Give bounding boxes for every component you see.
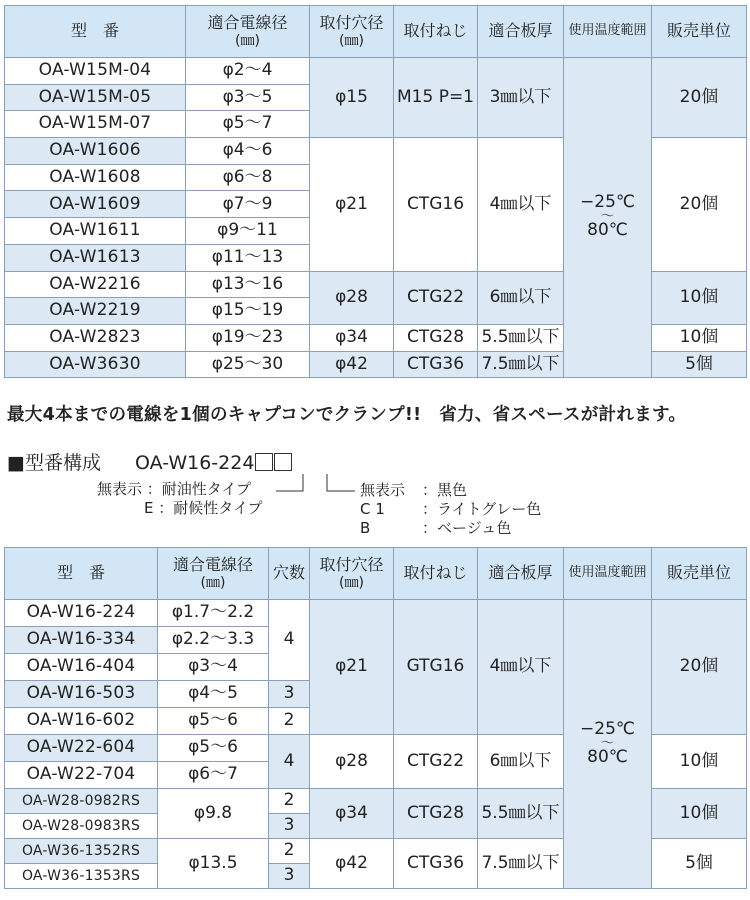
header-temperature-range: 使用温度範囲 [564,548,652,600]
header-plate-thickness: 適合板厚 [478,548,564,600]
plate-thickness: 4㎜以下 [478,138,564,271]
plate-thickness: 7.5㎜以下 [478,839,564,889]
header-wire-diameter [158,548,269,600]
wire-diameter: φ11～13 [186,244,310,271]
header-model: 型 番 [5,548,158,600]
plate-thickness: 4㎜以下 [478,600,564,735]
sales-unit: 20個 [652,600,747,735]
header-hole-label: 取付穴径 [319,555,384,575]
hole-diameter: φ15 [310,58,394,138]
header-wire-unit: (㎜) [200,574,226,591]
table-header-row [5,548,747,600]
wire-diameter: φ19～23 [186,324,310,351]
mounting-screw: CTG28 [394,789,478,839]
model-code: OA-W15M-05 [5,84,186,111]
model-code: OA-W2823 [5,324,186,351]
sales-unit: 20個 [652,58,747,138]
header-temperature-range: 使用温度範囲 [564,6,652,58]
model-code: OA-W16-224 [5,600,158,627]
spec-table-1 [4,5,747,378]
plate-thickness: 6㎜以下 [478,735,564,789]
placeholder-box [255,453,273,471]
mounting-screw: CTG22 [394,735,478,789]
sales-unit: 10個 [652,324,747,351]
wire-diameter: φ7～9 [186,191,310,218]
model-code: OA-W22-704 [5,762,158,789]
header-hole-label: 取付穴径 [319,13,384,33]
mounting-screw: CTG36 [394,839,478,889]
header-hole-diameter [310,6,394,58]
mounting-screw: CTG28 [394,324,478,351]
wire-diameter: φ5～6 [158,735,269,762]
model-code: OA-W16-334 [5,627,158,654]
header-wire-unit: (㎜) [235,32,260,49]
legend-code: 無表示 [360,481,406,499]
temp-wave: ～ [600,735,614,751]
model-composition [7,448,292,475]
temp-low: −25℃ [580,718,635,739]
legend-item [360,500,541,519]
hole-diameter: φ28 [310,271,394,324]
plate-thickness: 5.5㎜以下 [478,324,564,351]
model-code: OA-W1608 [5,164,186,191]
hole-diameter: φ21 [310,138,394,271]
model-code: OA-W1606 [5,138,186,165]
temperature-range [564,58,652,378]
hole-count: 3 [269,681,310,708]
hole-diameter: φ34 [310,789,394,839]
header-hole-unit: (㎜) [339,32,364,49]
type-legend [97,480,263,518]
header-wire-label: 適合電線径 [172,555,253,575]
hole-count: 4 [269,735,310,789]
header-wire-diameter [186,6,310,58]
hole-count: 2 [269,708,310,735]
mounting-screw: CTG36 [394,351,478,378]
model-code: OA-W16-503 [5,681,158,708]
model-code: OA-W16-602 [5,708,158,735]
legend-code: B [360,519,371,537]
header-wire-label: 適合電線径 [207,13,288,33]
wire-diameter: φ2～4 [186,58,310,85]
wire-diameter: φ15～19 [186,298,310,325]
model-code: OA-W36-1352RS [5,839,158,864]
plate-thickness: 3㎜以下 [478,58,564,138]
header-screw: 取付ねじ [394,548,478,600]
header-plate-thickness: 適合板厚 [478,6,564,58]
header-hole-unit: (㎜) [339,574,364,591]
wire-diameter: φ4～5 [158,681,269,708]
legend-item [360,481,541,500]
temperature-range-text [580,718,635,767]
hole-diameter: φ21 [310,600,394,735]
legend-item: 無表示 ：耐油性タイプ [97,480,252,498]
model-code: OA-W28-0983RS [5,814,158,839]
wire-diameter: φ6～7 [158,762,269,789]
placeholder-box [274,453,292,471]
temp-low: −25℃ [580,192,635,213]
temperature-range [564,600,652,889]
hole-diameter: φ42 [310,839,394,889]
wire-diameter: φ3～5 [186,84,310,111]
sales-unit: 10個 [652,789,747,839]
hole-count: 3 [269,864,310,889]
plate-thickness: 7.5㎜以下 [478,351,564,378]
sales-unit: 10個 [652,271,747,324]
hole-diameter: φ34 [310,324,394,351]
legend-desc: ：ベージュ色 [422,519,512,537]
plate-thickness: 5.5㎜以下 [478,789,564,839]
hole-diameter: φ42 [310,351,394,378]
wire-diameter: φ13.5 [158,839,269,889]
model-code: OA-W15M-04 [5,58,186,85]
wire-diameter: φ25～30 [186,351,310,378]
wire-diameter: φ4～6 [186,138,310,165]
wire-diameter: φ5～6 [158,708,269,735]
model-code: OA-W16-404 [5,654,158,681]
header-sales-unit: 販売単位 [652,548,747,600]
composition-code: OA-W16-224 [135,452,255,474]
model-code: OA-W22-604 [5,735,158,762]
wire-diameter: φ9～11 [186,218,310,245]
sales-unit: 5個 [652,839,747,889]
hole-count: 2 [269,839,310,864]
wire-diameter: φ2.2～3.3 [158,627,269,654]
legend-item: E ：耐候性タイプ [144,499,263,517]
model-code: OA-W15M-07 [5,111,186,138]
wire-diameter: φ9.8 [158,789,269,839]
tagline: 最大4本までの電線を1個のキャプコンでクランプ!! 省力、省スペースが計れます。 [7,405,687,425]
sales-unit: 10個 [652,735,747,789]
hole-count: 3 [269,814,310,839]
wire-diameter: φ5～7 [186,111,310,138]
model-code: OA-W1611 [5,218,186,245]
header-hole-diameter [310,548,394,600]
temperature-range-text [580,194,635,240]
model-code: OA-W36-1353RS [5,864,158,889]
temp-high: 80℃ [587,220,628,241]
header-sales-unit: 販売単位 [652,6,747,58]
color-legend [360,481,541,538]
table-row [5,58,747,85]
model-code: OA-W1609 [5,191,186,218]
header-screw: 取付ねじ [394,6,478,58]
model-code: OA-W1613 [5,244,186,271]
wire-diameter: φ6～8 [186,164,310,191]
table-row [5,600,747,627]
hole-diameter: φ28 [310,735,394,789]
spec-table-2 [4,547,747,889]
composition-title: ■型番構成 [7,452,101,474]
temp-high: 80℃ [587,746,628,767]
sales-unit: 20個 [652,138,747,271]
legend-code: C 1 [360,500,385,518]
legend-desc: ：ライトグレー色 [422,500,542,518]
wire-diameter: φ13～16 [186,271,310,298]
model-code: OA-W2219 [5,298,186,325]
header-model: 型 番 [5,6,186,58]
model-code: OA-W2216 [5,271,186,298]
wire-diameter: φ3～4 [158,654,269,681]
hole-count: 2 [269,789,310,814]
model-code: OA-W3630 [5,351,186,378]
mounting-screw: GTG16 [394,600,478,735]
table-header-row [5,6,747,58]
mounting-screw: CTG22 [394,271,478,324]
legend-item [360,519,541,538]
mounting-screw: CTG16 [394,138,478,271]
sales-unit: 5個 [652,351,747,378]
wire-diameter: φ1.7～2.2 [158,600,269,627]
temp-wave: ～ [600,209,614,225]
mounting-screw: M15 P=1 [394,58,478,138]
hole-count: 4 [269,600,310,681]
plate-thickness: 6㎜以下 [478,271,564,324]
legend-desc: ：黒色 [422,481,468,499]
header-hole-count: 穴数 [269,548,310,600]
model-code: OA-W28-0982RS [5,789,158,814]
